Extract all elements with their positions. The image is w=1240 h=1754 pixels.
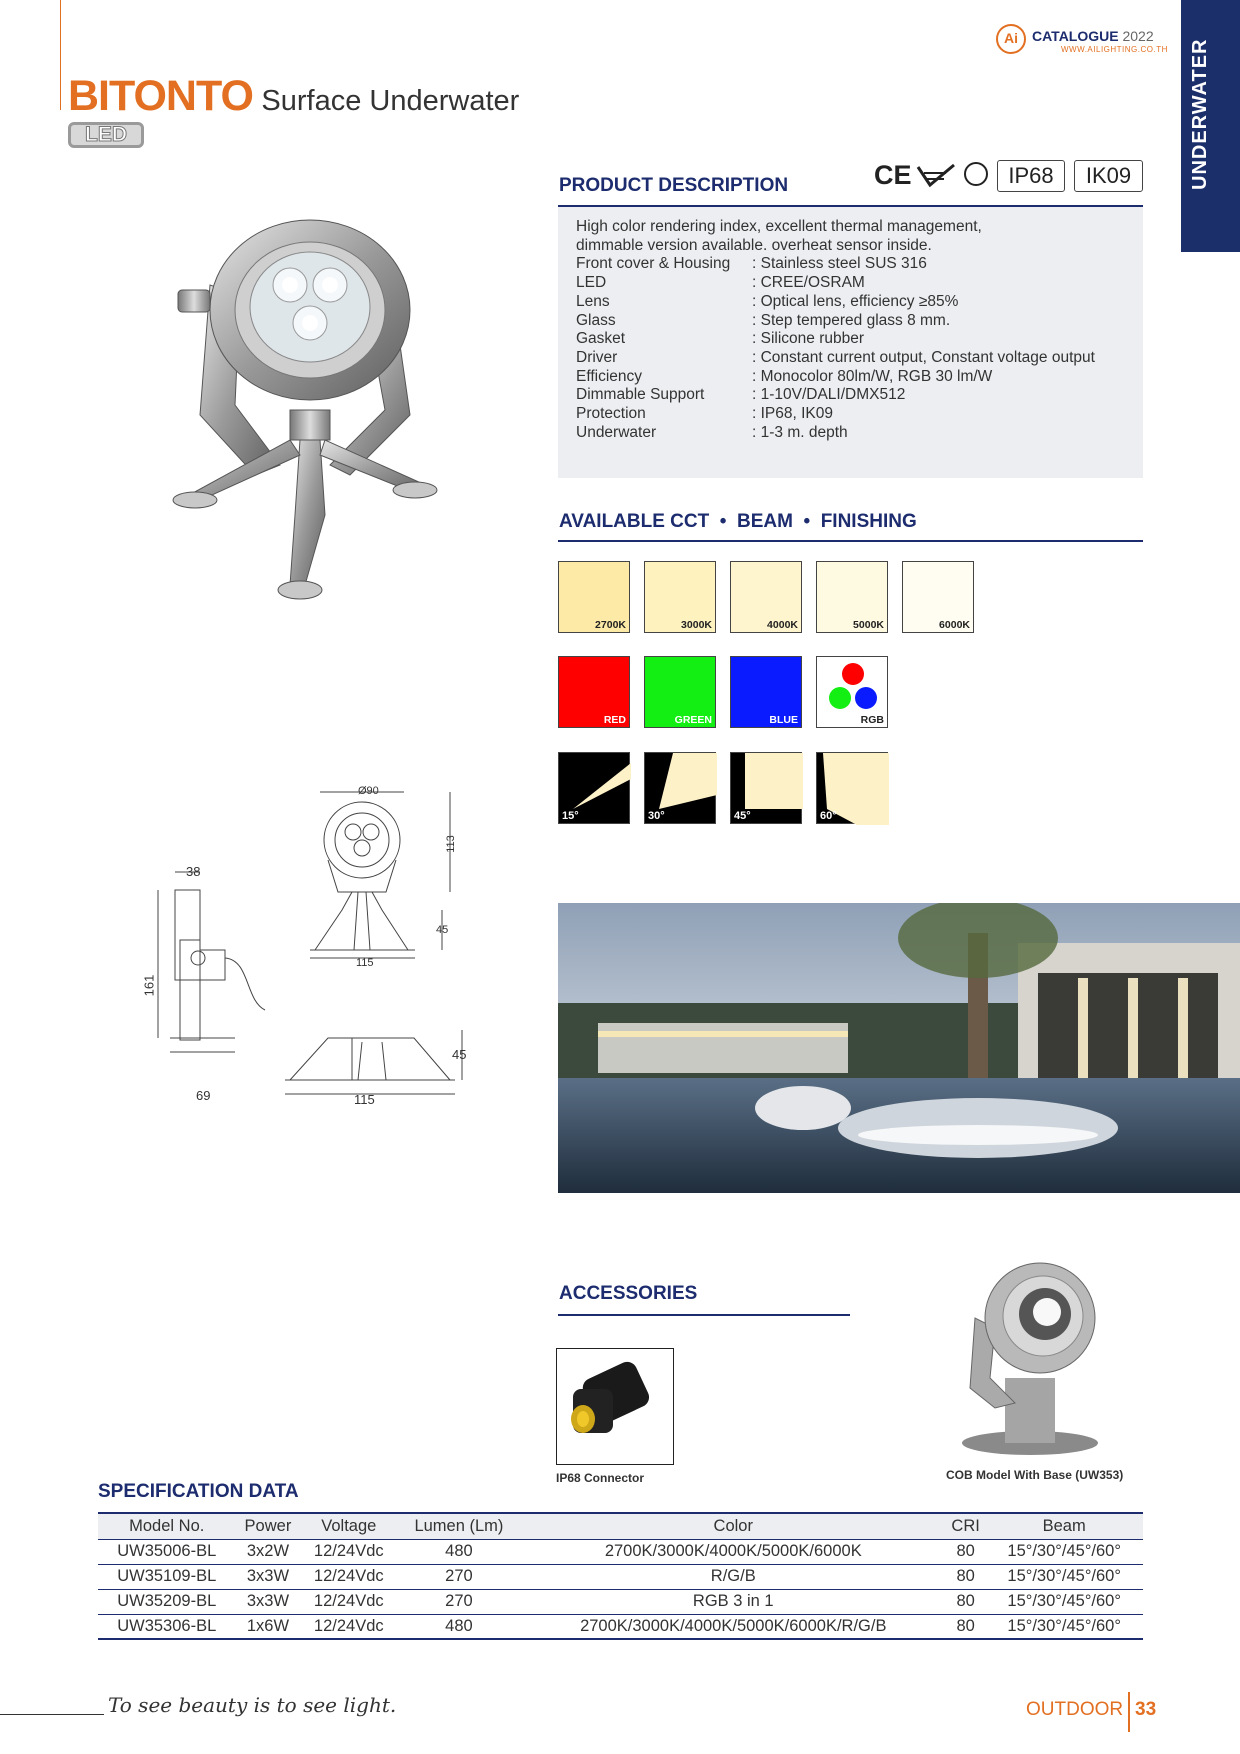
cct-swatch-5000k[interactable]: 5000K — [816, 561, 888, 633]
ce-mark-icon: CE — [874, 160, 912, 190]
cct-swatch-2700k[interactable]: 2700K — [558, 561, 630, 633]
description-text — [576, 218, 1095, 442]
page-title — [68, 72, 519, 121]
catalogue-year: 2022 — [1122, 28, 1154, 44]
section-rule — [558, 1314, 850, 1316]
spec-row: Underwater : 1-3 m. depth — [576, 423, 848, 441]
table-row: UW35209-BL 3x3W 12/24Vdc 270 RGB 3 in 1 80 15°/30°/45°/60° — [98, 1589, 1143, 1614]
product-name: BITONTO — [68, 72, 253, 120]
dim-base-width: 115 — [354, 1092, 375, 1107]
color-swatch-red[interactable]: RED — [558, 656, 630, 728]
spec-row: Efficiency : Monocolor 80lm/W, RGB 30 lm/W — [576, 367, 993, 385]
cob-model-image — [955, 1258, 1105, 1458]
spec-row: Dimmable Support : 1-10V/DALI/DMX512 — [576, 386, 906, 404]
ground-symbol-icon — [964, 162, 988, 186]
table-row: UW35109-BL 3x3W 12/24Vdc 270 R/G/B 80 15°/30°/45°/60° — [98, 1564, 1143, 1589]
spec-row: Gasket : Silicone rubber — [576, 330, 865, 348]
product-subtitle: Surface Underwater — [261, 85, 520, 117]
dim-front-base-height: 45 — [436, 924, 449, 936]
beam-swatch-30[interactable]: 30° — [644, 752, 716, 824]
led-tag: LED — [68, 122, 144, 148]
catalogue-label: CATALOGUE — [1032, 28, 1119, 44]
intro-line: High color rendering index, excellent thermal management, — [576, 218, 982, 235]
table-row: UW35306-BL 1x6W 12/24Vdc 480 2700K/3000K/4000K/5000K/6000K/R/G/B 80 15°/30°/45°/60° — [98, 1614, 1143, 1639]
dim-front-base-width: 115 — [356, 957, 374, 969]
cert-ik09: IK09 — [1074, 160, 1143, 192]
color-swatch-green[interactable]: GREEN — [644, 656, 716, 728]
pool-scene-image — [558, 903, 1240, 1193]
beam-swatch-60[interactable]: 60° — [816, 752, 888, 824]
spec-row: Protection : IP68, IK09 — [576, 405, 833, 423]
cert-ip68: IP68 — [997, 160, 1065, 192]
options-heading: AVAILABLE CCT • BEAM • FINISHING — [559, 511, 917, 532]
footer-rule — [0, 1714, 104, 1715]
column-header: Power — [235, 1513, 300, 1539]
spec-row: Driver : Constant current output, Constant voltage output — [576, 348, 1095, 366]
application-photo — [558, 903, 1240, 1193]
product-image — [170, 215, 470, 675]
product-description-heading: PRODUCT DESCRIPTION — [559, 175, 789, 196]
dim-side-depth: 38 — [186, 864, 201, 879]
side-tab-label: UNDERWATER — [1189, 38, 1211, 190]
ai-logo-icon: Ai — [996, 24, 1026, 54]
footer-divider — [1128, 1692, 1130, 1732]
accessory-ip68-connector[interactable] — [556, 1348, 674, 1465]
footer-slogan: To see beauty is to see light. — [108, 1693, 397, 1717]
accessory-caption: IP68 Connector — [556, 1471, 645, 1485]
dimension-drawing — [140, 780, 480, 1110]
color-swatch-rgb[interactable]: RGB — [816, 656, 888, 728]
column-header: Lumen (Lm) — [397, 1513, 520, 1539]
specification-heading: SPECIFICATION DATA — [98, 1481, 299, 1502]
spec-row: LED : CREE/OSRAM — [576, 274, 865, 292]
table-row: UW35006-BL 3x2W 12/24Vdc 480 2700K/3000K/4000K/5000K/6000K 80 15°/30°/45°/60° — [98, 1539, 1143, 1564]
dim-front-height: 113 — [444, 835, 457, 853]
dim-side-base: 69 — [196, 1088, 211, 1103]
rgb-dots-icon — [825, 661, 881, 713]
beam-swatch-15[interactable]: 15° — [558, 752, 630, 824]
side-tab — [1181, 0, 1240, 252]
section-rule — [558, 540, 1143, 542]
cct-swatch-6000k[interactable]: 6000K — [902, 561, 974, 633]
table-header-row — [98, 1513, 1143, 1539]
dim-front-diameter: Ø90 — [358, 785, 379, 797]
spec-row: Glass : Step tempered glass 8 mm. — [576, 311, 951, 329]
website-link[interactable]: WWW.AILIGHTING.CO.TH — [1061, 45, 1168, 54]
dim-side-height: 161 — [141, 974, 157, 997]
spec-row: Lens : Optical lens, efficiency ≥85% — [576, 292, 959, 310]
column-header: Voltage — [300, 1513, 397, 1539]
spec-row: Front cover & Housing : Stainless steel SUS 316 — [576, 255, 927, 273]
column-header: CRI — [946, 1513, 985, 1539]
specification-table — [98, 1512, 1143, 1640]
cct-swatch-3000k[interactable]: 3000K — [644, 561, 716, 633]
dim-base-height: 45 — [452, 1047, 467, 1062]
header-accent-line — [60, 0, 61, 110]
column-header: Beam — [985, 1513, 1143, 1539]
catalogue-title — [1032, 28, 1154, 44]
cct-swatch-4000k[interactable]: 4000K — [730, 561, 802, 633]
beam-swatch-45[interactable]: 45° — [730, 752, 802, 824]
accessories-heading: ACCESSORIES — [559, 1283, 698, 1304]
column-header: Color — [521, 1513, 946, 1539]
intro-line: dimmable version available. overheat sensor inside. — [576, 236, 932, 254]
page-number: 33 — [1135, 1699, 1157, 1720]
color-swatch-blue[interactable]: BLUE — [730, 656, 802, 728]
connector-image — [557, 1349, 673, 1464]
column-header: Model No. — [98, 1513, 235, 1539]
accessory-caption: COB Model With Base (UW353) — [946, 1468, 1124, 1482]
footer-section-label: OUTDOOR — [1026, 1699, 1124, 1720]
weee-bin-icon — [916, 163, 956, 189]
